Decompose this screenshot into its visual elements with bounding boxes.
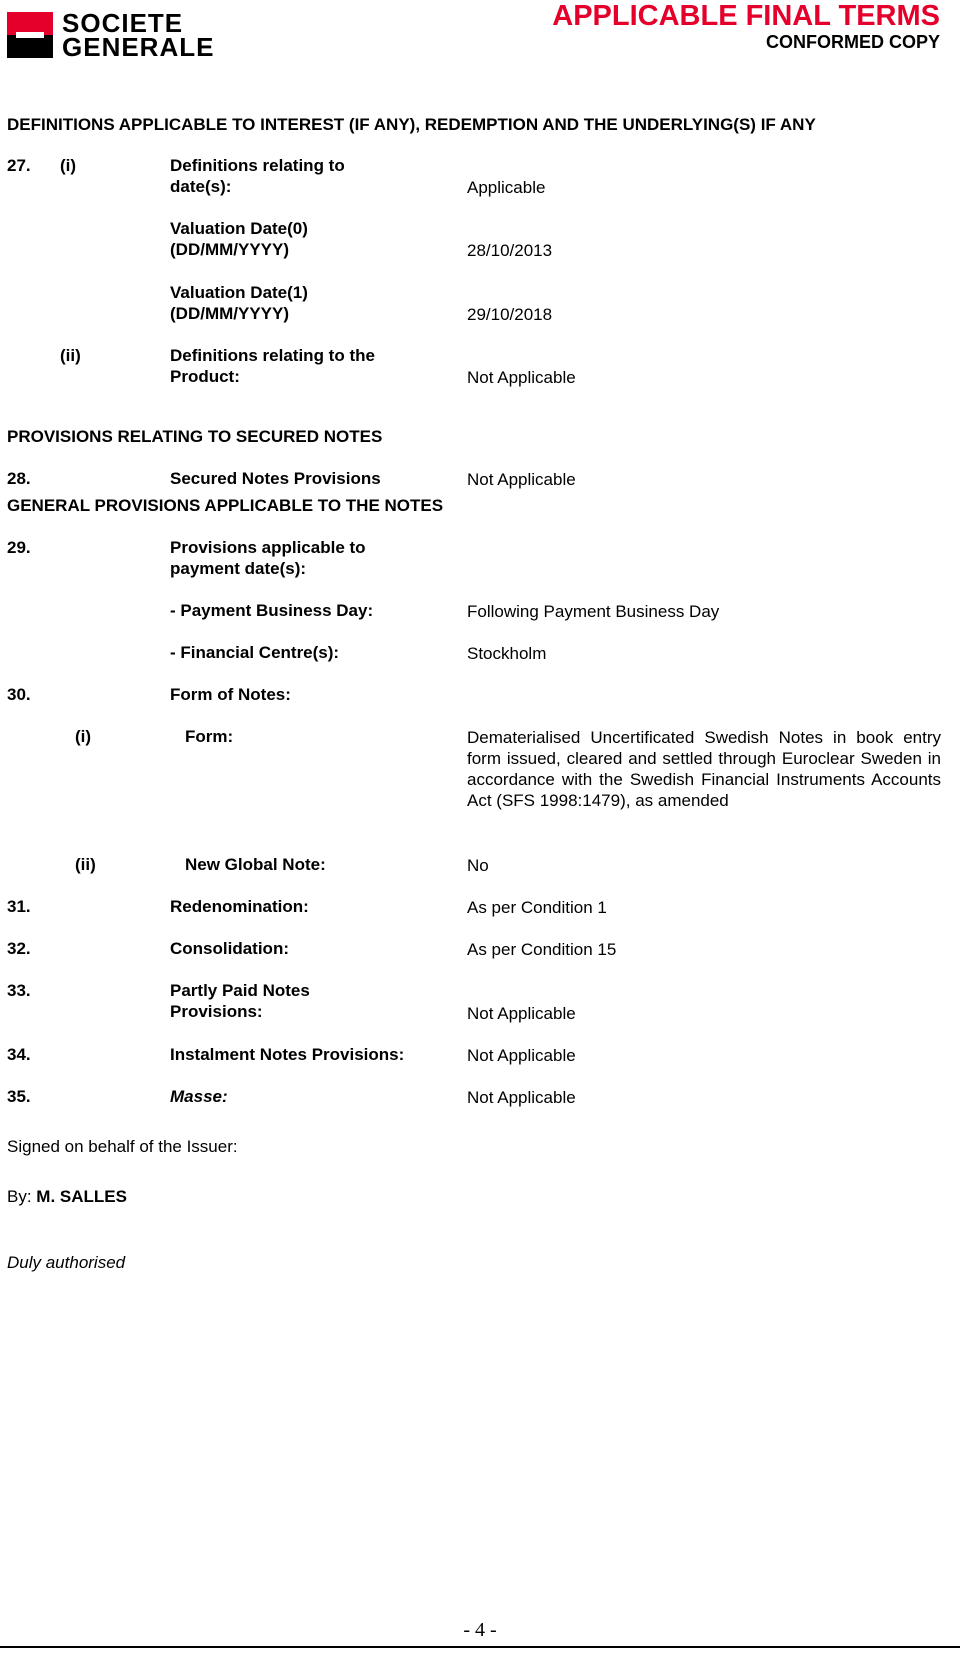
section-heading-definitions: DEFINITIONS APPLICABLE TO INTEREST (IF ANY), REDEMPTION AND THE UNDERLYING(S) IF ANY: [7, 115, 816, 134]
item-number-33: 33.: [7, 981, 31, 1000]
item-number-31: 31.: [7, 897, 31, 916]
item-number-28: 28.: [7, 469, 31, 488]
item-number-29: 29.: [7, 538, 31, 557]
duly-authorised-text: Duly authorised: [7, 1253, 126, 1272]
item-30-sub-ii: (ii): [75, 855, 96, 874]
item-28-label: Secured Notes Provisions: [170, 469, 381, 488]
new-global-note-value: No: [467, 856, 489, 875]
item-30-sub-i: (i): [75, 727, 92, 746]
signatory-line: [7, 1186, 127, 1207]
valuation-date-1-label: Valuation Date(1) (DD/MM/YYYY): [170, 283, 308, 323]
page-number: - 4 -: [463, 1619, 497, 1641]
consolidation-value: As per Condition 15: [467, 940, 617, 959]
item-number-27: 27.: [7, 156, 31, 175]
item-number-35: 35.: [7, 1087, 31, 1106]
document-title: APPLICABLE FINAL TERMS: [552, 0, 940, 32]
redenomination-value: As per Condition 1: [467, 898, 607, 917]
signatory-name: M. SALLES: [36, 1187, 127, 1206]
item-27-sub-i: (i): [60, 156, 77, 175]
logo-mark-icon: [7, 12, 53, 58]
instalment-notes-value: Not Applicable: [467, 1046, 576, 1065]
footer-rule: [0, 1646, 960, 1648]
item-30-label: Form of Notes:: [170, 685, 291, 704]
consolidation-label: Consolidation:: [170, 939, 289, 958]
signatory-prefix: By:: [7, 1187, 37, 1206]
item-27-label-product: Definitions relating to the Product:: [170, 346, 375, 386]
item-number-34: 34.: [7, 1045, 31, 1064]
societe-generale-logo: [7, 8, 237, 62]
item-27-sub-ii: (ii): [60, 346, 81, 365]
valuation-date-0-value: 28/10/2013: [467, 241, 553, 260]
payment-business-day-label: - Payment Business Day:: [170, 601, 374, 620]
section-heading-secured-notes: PROVISIONS RELATING TO SECURED NOTES: [7, 427, 383, 446]
masse-label: Masse:: [170, 1087, 228, 1106]
valuation-date-0-label: Valuation Date(0) (DD/MM/YYYY): [170, 219, 308, 259]
financial-centre-value: Stockholm: [467, 644, 547, 663]
item-number-32: 32.: [7, 939, 31, 958]
financial-centre-label: - Financial Centre(s):: [170, 643, 340, 662]
valuation-date-1-value: 29/10/2018: [467, 305, 553, 324]
document-subtitle: CONFORMED COPY: [765, 32, 940, 52]
item-27-value-product: Not Applicable: [467, 368, 576, 387]
partly-paid-notes-label: Partly Paid Notes Provisions:: [170, 981, 310, 1021]
item-29-label: Provisions applicable to payment date(s):: [170, 538, 366, 578]
payment-business-day-value: Following Payment Business Day: [467, 602, 720, 621]
item-27-label-dates: Definitions relating to date(s):: [170, 156, 345, 196]
new-global-note-label: New Global Note:: [185, 855, 326, 874]
redenomination-label: Redenomination:: [170, 897, 309, 916]
section-heading-general-provisions: GENERAL PROVISIONS APPLICABLE TO THE NOTES: [7, 496, 444, 515]
item-number-30: 30.: [7, 685, 31, 704]
form-value: Dematerialised Uncertificated Swedish Notes in book entry form issued, cleared and settled through Euroclear Sweden in accordance with the Swedish Financial Instruments Accounts Act (SFS 1998:1479), as amended: [467, 728, 941, 810]
logo-text: SOCIETE GENERALE: [62, 8, 215, 62]
partly-paid-notes-value: Not Applicable: [467, 1004, 576, 1023]
form-label: Form:: [185, 727, 234, 746]
masse-value: Not Applicable: [467, 1088, 576, 1107]
item-27-value-dates: Applicable: [467, 178, 546, 197]
item-28-value: Not Applicable: [467, 470, 576, 489]
instalment-notes-label: Instalment Notes Provisions:: [170, 1045, 405, 1064]
signed-on-behalf-line: Signed on behalf of the Issuer:: [7, 1137, 238, 1156]
